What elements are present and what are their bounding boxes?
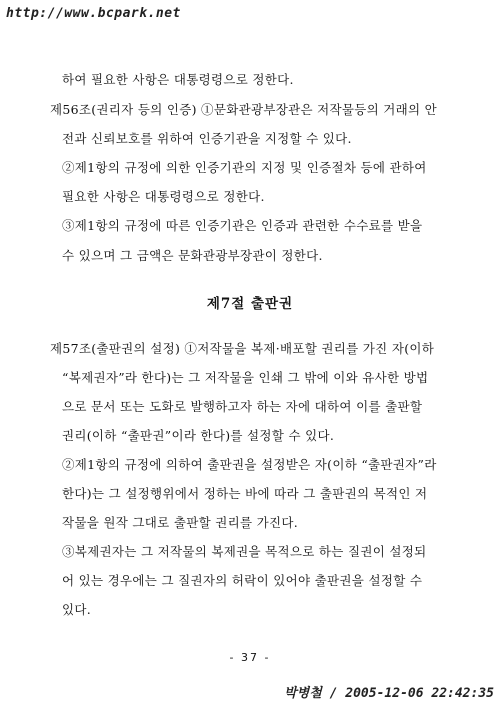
text-line: ②제1항의 규정에 의한 인증기관의 지정 및 인증절차 등에 관하여 xyxy=(62,160,427,175)
source-url-watermark: http://www.bcpark.net xyxy=(6,6,181,21)
text-line: 어 있는 경우에는 그 질권자의 허락이 있어야 출판권을 설정할 수 xyxy=(62,573,423,588)
author-timestamp-watermark: 박병철 / 2005-12-06 22:42:35 xyxy=(284,686,494,701)
text-line: 하여 필요한 사항은 대통령령으로 정한다. xyxy=(62,72,294,87)
text-line: ③복제권자는 그 저작물의 복제권을 목적으로 하는 질권이 설정되 xyxy=(62,544,427,559)
text-line: 한다)는 그 설정행위에서 정하는 바에 따라 그 출판권의 목적인 저 xyxy=(62,486,428,501)
text-line: 필요한 사항은 대통령령으로 정한다. xyxy=(62,189,265,204)
text-line: ③제1항의 규정에 따른 인증기관은 인증과 관련한 수수료를 받을 xyxy=(62,218,423,233)
text-line: 제56조(권리자 등의 인증) ①문화관광부장관은 저작물등의 거래의 안 xyxy=(50,102,438,117)
text-line: ②제1항의 규정에 의하여 출판권을 설정받은 자(이하 “출판권자”라 xyxy=(62,457,437,472)
text-line: “복제권자”라 한다)는 그 저작물을 인쇄 그 밖에 이와 유사한 방법 xyxy=(62,370,429,385)
text-line: 작물을 원작 그대로 출판할 권리를 가진다. xyxy=(62,515,299,530)
text-line: 권리(이하 “출판권”이라 한다)를 설정할 수 있다. xyxy=(62,428,335,443)
text-line: 있다. xyxy=(62,602,92,617)
text-line: 전과 신뢰보호를 위하여 인증기관을 지정할 수 있다. xyxy=(62,131,352,146)
section-heading: 제7절 출판권 xyxy=(206,296,294,312)
page-number: - 37 - xyxy=(229,651,271,664)
text-line: 으로 문서 또는 도화로 발행하고자 하는 자에 대하여 이를 출판할 xyxy=(62,399,423,414)
text-line: 제57조(출판권의 설정) ①저작물을 복제·배포할 권리를 가진 자(이하 xyxy=(50,341,435,356)
text-line: 수 있으며 그 금액은 문화관광부장관이 정한다. xyxy=(62,248,323,263)
